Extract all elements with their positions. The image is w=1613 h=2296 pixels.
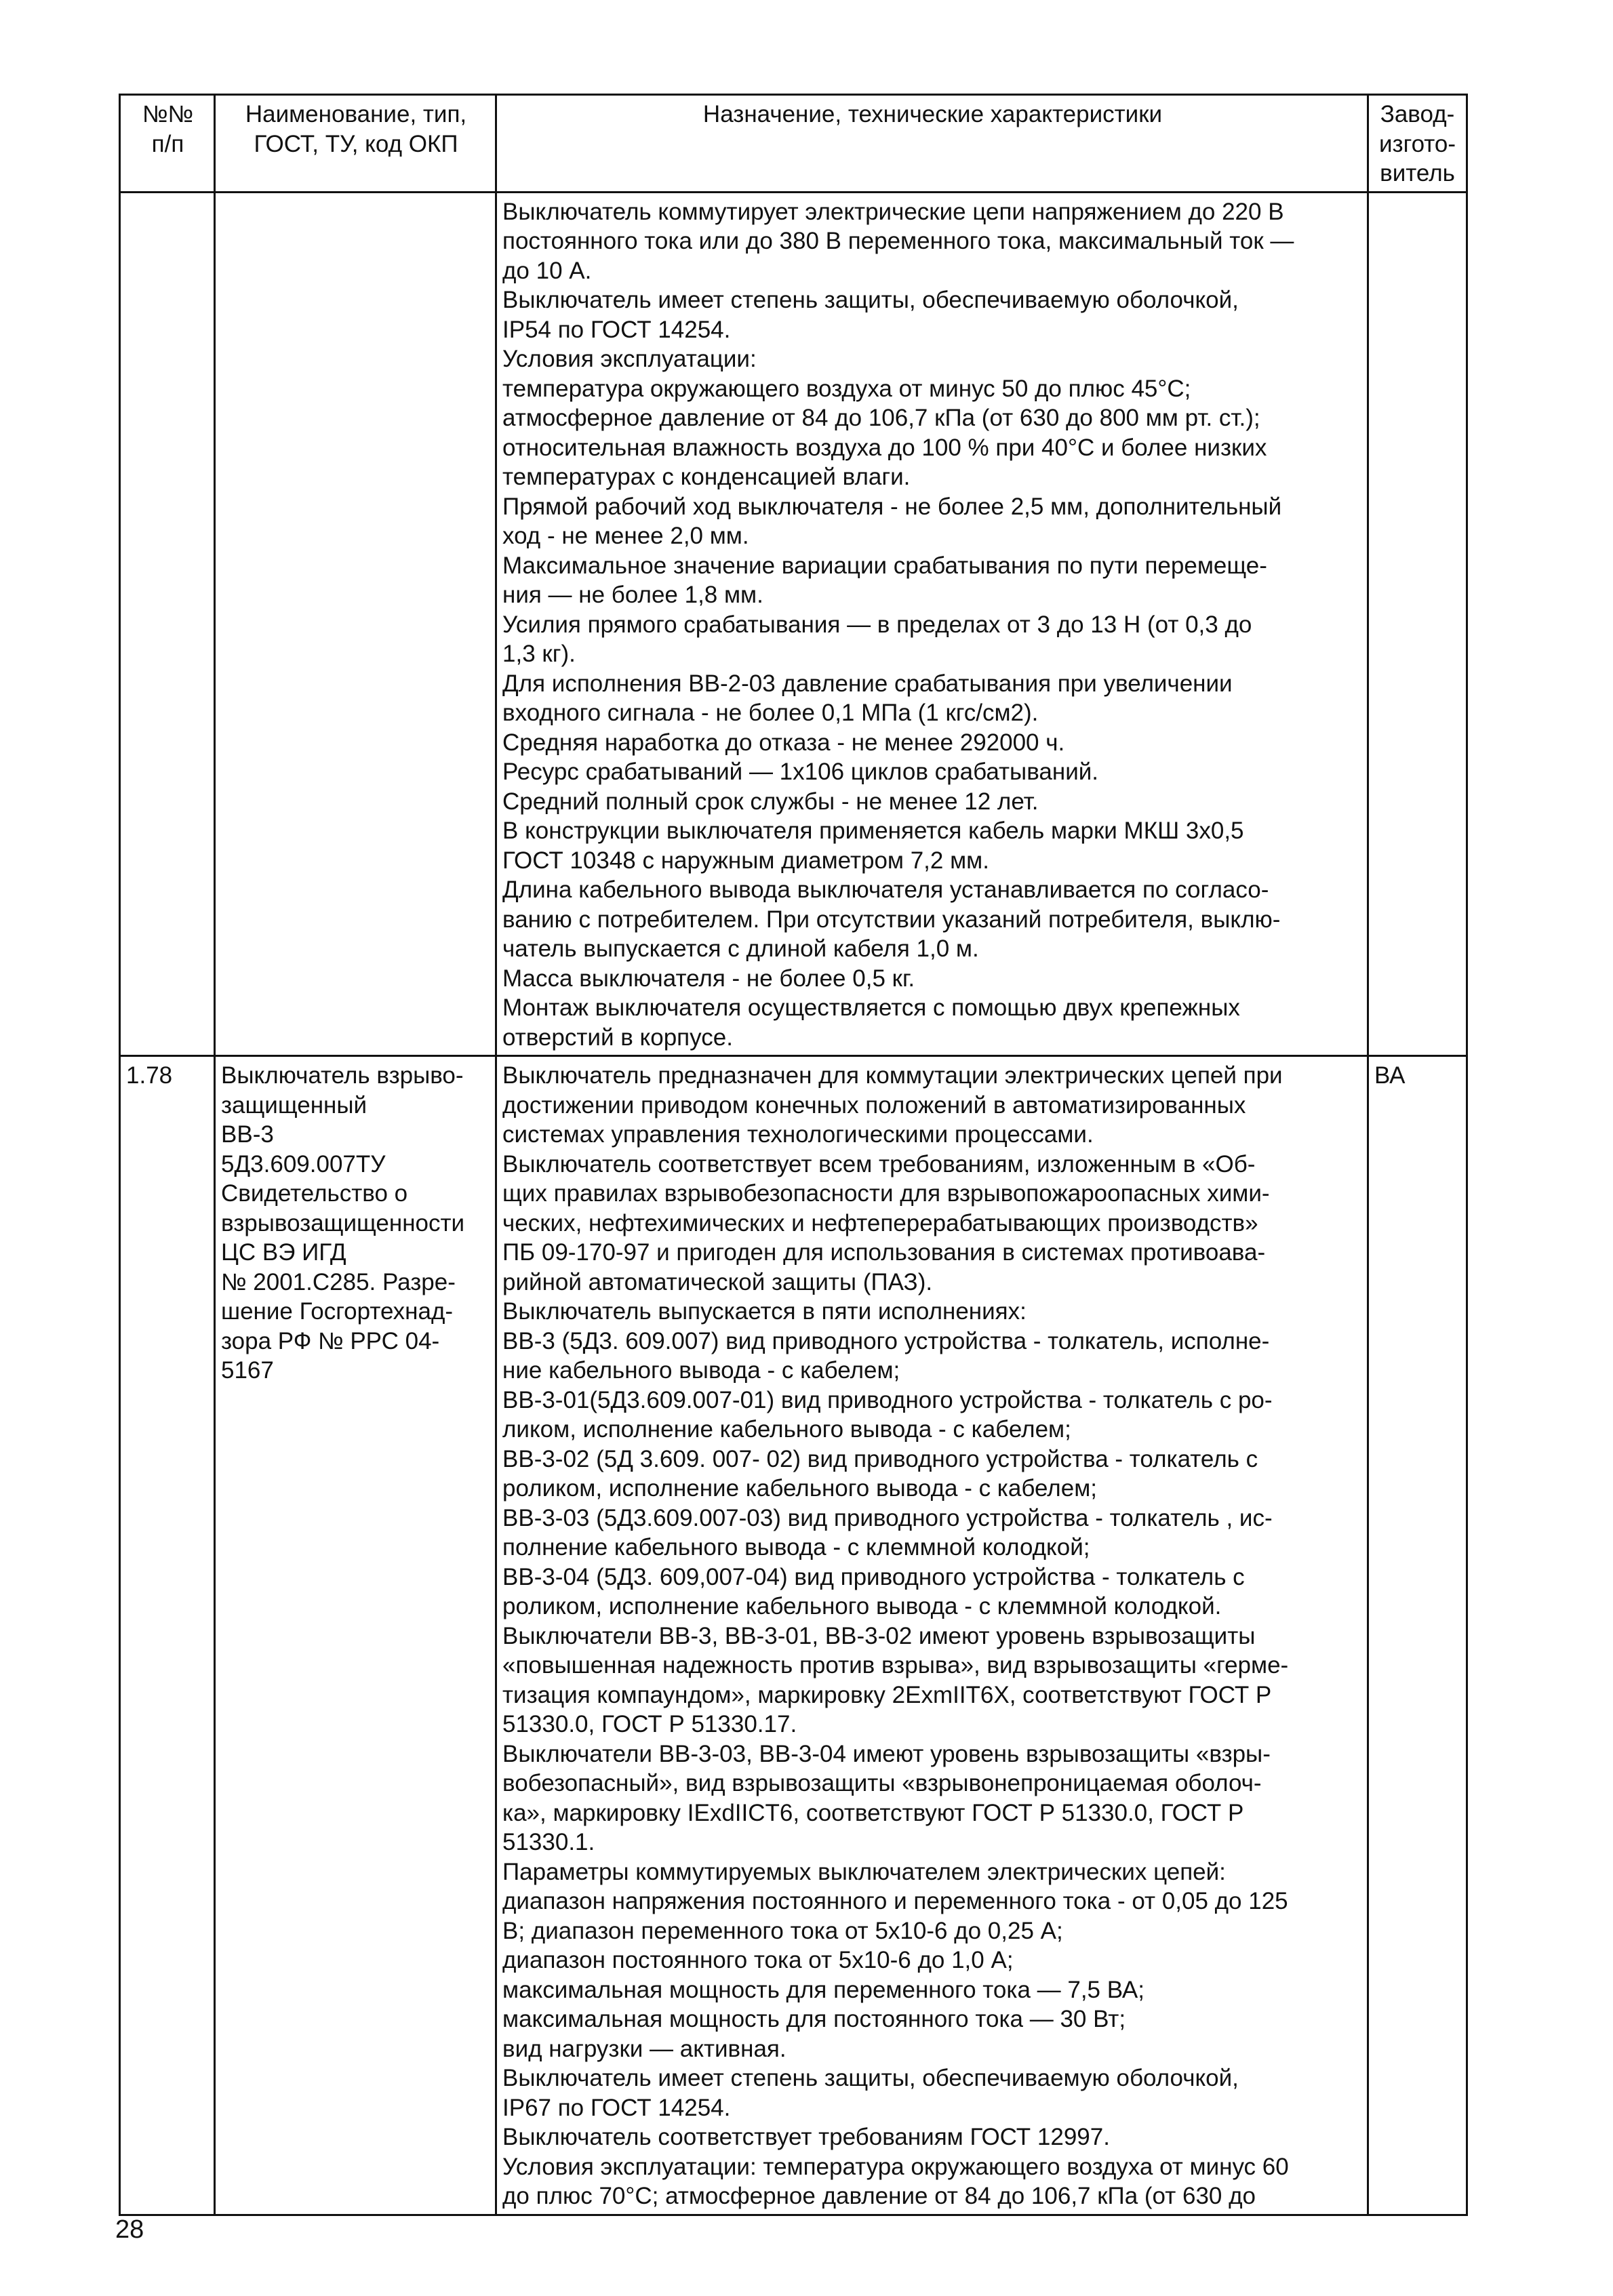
description-line: роликом, исполнение кабельного вывода - с клеммной колодкой. (502, 1593, 1222, 1619)
name-line: Выключатель взрыво- (221, 1062, 464, 1089)
description-line: «повышенная надежность против взрыва», вид взрывозащиты «герме- (502, 1652, 1289, 1678)
description-line: рийной автоматической защиты (ПАЗ). (502, 1268, 933, 1295)
description-line: IP54 по ГОСТ 14254. (502, 316, 731, 343)
description-line: Средний полный срок службы - не менее 12 лет. (502, 788, 1039, 815)
description-line: ГОСТ 10348 с наружным диаметром 7,2 мм. (502, 847, 989, 874)
description-line: полнение кабельного вывода - с клеммной колодкой; (502, 1534, 1090, 1560)
description-line: щих правилах взрывобезопасности для взрывопожароопасных хими- (502, 1180, 1270, 1207)
page-number: 28 (115, 2215, 144, 2244)
description-line: атмосферное давление от 84 до 106,7 кПа (от 630 до 800 мм рт. ст.); (502, 405, 1260, 431)
description-line: тизация компаундом», маркировку 2ExmIIT6X, соответствуют ГОСТ Р (502, 1681, 1272, 1708)
name-line: ВВ-3 (221, 1121, 274, 1148)
header-name (215, 95, 496, 193)
description-line: Выключатель соответствует всем требованиям, изложенным в «Об- (502, 1150, 1256, 1177)
description-line: ПБ 09-170-97 и пригоден для использования в системах противоава- (502, 1239, 1266, 1266)
description-line: вобезопасный», вид взрывозащиты «взрывонепроницаемая оболоч- (502, 1770, 1262, 1796)
description-line: ВВ-3-02 (5Д 3.609. 007- 02) вид приводного устройства - толкатель с (502, 1445, 1258, 1472)
name-line: шение Госгортехнад- (221, 1298, 454, 1325)
description-line: максимальная мощность для переменного тока — 7,5 ВА; (502, 1976, 1144, 2003)
description-line: ВВ-3-03 (5Д3.609.007-03) вид приводного устройства - толкатель , ис- (502, 1504, 1273, 1531)
description-line: постоянного тока или до 380 В переменного тока, максимальный ток — (502, 228, 1294, 254)
row1-description (496, 192, 1368, 1056)
description-line: Выключатель имеет степень защиты, обеспечиваемую оболочкой, (502, 287, 1239, 313)
description-line: Выключатель соответствует требованиям ГОСТ 12997. (502, 2124, 1110, 2150)
header-num-line: №№ (142, 101, 194, 127)
description-line: диапазон напряжения постоянного и переменного тока - от 0,05 до 125 (502, 1888, 1288, 1914)
description-line: ликом, исполнение кабельного вывода - с кабелем; (502, 1416, 1071, 1443)
description-line: Усилия прямого срабатывания — в пределах от 3 до 13 Н (от 0,3 до (502, 611, 1252, 638)
description-line: Выключатель коммутирует электрические цепи напряжением до 220 В (502, 198, 1284, 225)
description-line: Выключатель предназначен для коммутации электрических цепей при (502, 1062, 1283, 1089)
header-maker-line: Завод- (1380, 101, 1455, 127)
description-line: Длина кабельного вывода выключателя устанавливается по согласо- (502, 877, 1269, 903)
header-purpose (496, 95, 1368, 193)
description-line: чатель выпускается с длиной кабеля 1,0 м. (502, 935, 979, 962)
name-line: № 2001.С285. Разре- (221, 1268, 456, 1295)
row1-num (120, 192, 215, 1056)
description-line: ка», маркировку IExdIICT6, соответствуют ГОСТ Р 51330.0, ГОСТ Р (502, 1799, 1244, 1826)
table-row (120, 1056, 1467, 2215)
description-line: В; диапазон переменного тока от 5х10-6 до 0,25 А; (502, 1917, 1063, 1944)
description-line: Условия эксплуатации: температура окружающего воздуха от минус 60 (502, 2153, 1289, 2180)
description-line: Средняя наработка до отказа - не менее 292000 ч. (502, 729, 1065, 756)
description-line: IP67 по ГОСТ 14254. (502, 2094, 731, 2121)
description-line: Параметры коммутируемых выключателем электрических цепей: (502, 1858, 1226, 1885)
description-line: Прямой рабочий ход выключателя - не более 2,5 мм, дополнительный (502, 493, 1282, 520)
description-line: отверстий в корпусе. (502, 1024, 733, 1051)
description-line: роликом, исполнение кабельного вывода - с кабелем; (502, 1475, 1097, 1502)
description-line: 51330.1. (502, 1829, 595, 1855)
description-line: относительная влажность воздуха до 100 % при 40°С и более низких (502, 434, 1267, 461)
header-maker (1368, 95, 1467, 193)
row1-name (215, 192, 496, 1056)
row2-description (496, 1056, 1368, 2215)
description-line: диапазон постоянного тока от 5х10-6 до 1,0 А; (502, 1947, 1014, 1973)
description-line: Выключатель выпускается в пяти исполнениях: (502, 1298, 1027, 1325)
description-line: ние кабельного вывода - с кабелем; (502, 1357, 900, 1384)
description-line: системах управления технологическими процессами. (502, 1121, 1094, 1148)
row1-maker (1368, 192, 1467, 1056)
name-line: 5167 (221, 1357, 274, 1384)
header-num (120, 95, 215, 193)
description-line: температурах с конденсацией влаги. (502, 464, 911, 490)
description-line: ВВ-3-04 (5Д3. 609,007-04) вид приводного устройства - толкатель с (502, 1563, 1245, 1590)
description-line: вид нагрузки — активная. (502, 2035, 786, 2062)
description-line: В конструкции выключателя применяется кабель марки МКШ 3х0,5 (502, 818, 1244, 844)
description-line: Монтаж выключателя осуществляется с помощью двух крепежных (502, 994, 1240, 1021)
description-line: Масса выключателя - не более 0,5 кг. (502, 965, 915, 992)
description-line: Для исполнения ВВ-2-03 давление срабатывания при увеличении (502, 670, 1233, 697)
name-line: ЦС ВЭ ИГД (221, 1239, 346, 1266)
description-line: Ресурс срабатываний — 1х106 циклов срабатываний. (502, 759, 1099, 785)
description-line: входного сигнала - не более 0,1 МПа (1 кгс/см2). (502, 700, 1039, 726)
description-line: ВВ-3 (5Д3. 609.007) вид приводного устройства - толкатель, исполне- (502, 1327, 1270, 1354)
description-line: 1,3 кг). (502, 641, 576, 667)
row2-maker: ВА (1368, 1056, 1467, 2215)
description-line: ВВ-3-01(5Д3.609.007-01) вид приводного устройства - толкатель с ро- (502, 1386, 1273, 1413)
description-line: 51330.0, ГОСТ Р 51330.17. (502, 1711, 797, 1737)
description-line: температура окружающего воздуха от минус 50 до плюс 45°С; (502, 375, 1191, 402)
description-line: Выключатель имеет степень защиты, обеспечиваемую оболочкой, (502, 2065, 1239, 2091)
description-line: до плюс 70°С; атмосферное давление от 84 до 106,7 кПа (от 630 до (502, 2183, 1256, 2209)
header-maker-line: изгото- (1378, 130, 1456, 157)
description-line: Максимальное значение вариации срабатывания по пути перемеще- (502, 552, 1267, 579)
table-header-row (120, 95, 1467, 193)
row2-num: 1.78 (120, 1056, 215, 2215)
description-line: ческих, нефтехимических и нефтеперерабатывающих производств» (502, 1209, 1258, 1236)
name-line: Свидетельство о (221, 1180, 408, 1207)
description-line: ход - не менее 2,0 мм. (502, 523, 749, 549)
description-line: ванию с потребителем. При отсутствии указаний потребителя, выклю- (502, 906, 1281, 933)
description-line: ния — не более 1,8 мм. (502, 582, 763, 608)
header-num-line: п/п (151, 130, 184, 157)
name-line: зора РФ № РРС 04- (221, 1327, 440, 1354)
name-line: взрывозащищенности (221, 1209, 465, 1236)
name-line: защищенный (221, 1091, 367, 1119)
header-name-line: Наименование, тип, (245, 101, 467, 127)
name-line: 5Д3.609.007ТУ (221, 1150, 386, 1177)
specification-table (119, 94, 1468, 2216)
header-name-line: ГОСТ, ТУ, код ОКП (254, 130, 458, 157)
header-purpose-line: Назначение, технические характеристики (702, 101, 1163, 127)
header-maker-line: витель (1380, 160, 1455, 186)
row2-name (215, 1056, 496, 2215)
description-line: Выключатели ВВ-3-03, ВВ-3-04 имеют уровень взрывозащиты «взры- (502, 1740, 1271, 1767)
description-line: Выключатели ВВ-3, ВВ-3-01, ВВ-3-02 имеют уровень взрывозащиты (502, 1622, 1256, 1649)
description-line: достижении приводом конечных положений в автоматизированных (502, 1091, 1246, 1119)
table-row (120, 192, 1467, 1056)
description-line: Условия эксплуатации: (502, 346, 757, 372)
description-line: до 10 А. (502, 257, 592, 284)
description-line: максимальная мощность для постоянного тока — 30 Вт; (502, 2006, 1126, 2032)
